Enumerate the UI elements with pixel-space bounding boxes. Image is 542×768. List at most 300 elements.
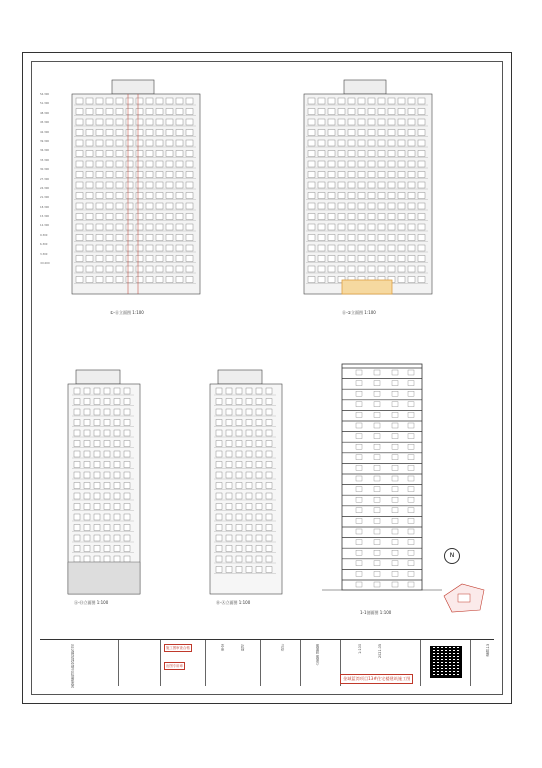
window	[408, 161, 415, 167]
window	[126, 214, 133, 220]
window	[146, 119, 153, 125]
window	[166, 235, 173, 241]
window	[96, 161, 103, 167]
window	[76, 151, 83, 157]
window	[104, 556, 110, 562]
window	[74, 546, 80, 552]
window	[216, 556, 222, 562]
window	[166, 109, 173, 115]
window	[156, 130, 163, 136]
window	[96, 193, 103, 199]
window	[398, 224, 405, 230]
window	[84, 483, 90, 489]
window	[266, 462, 272, 468]
window	[166, 130, 173, 136]
window	[186, 266, 193, 272]
window	[266, 535, 272, 541]
window	[348, 224, 355, 230]
window	[106, 151, 113, 157]
window	[418, 245, 425, 251]
section-view	[322, 352, 442, 622]
window	[116, 130, 123, 136]
window	[96, 224, 103, 230]
window	[94, 451, 100, 457]
window	[236, 546, 242, 552]
window	[388, 182, 395, 188]
window	[236, 535, 242, 541]
window	[84, 388, 90, 394]
window	[368, 245, 375, 251]
window	[76, 109, 83, 115]
window	[328, 224, 335, 230]
window	[126, 119, 133, 125]
window	[176, 224, 183, 230]
elevation-front	[40, 72, 240, 322]
window	[186, 277, 193, 283]
window	[358, 182, 365, 188]
window	[106, 193, 113, 199]
window	[338, 193, 345, 199]
window	[94, 483, 100, 489]
company-name: 某某建筑设计研究院有限公司	[71, 644, 75, 689]
window	[166, 119, 173, 125]
window	[94, 441, 100, 447]
window	[156, 245, 163, 251]
window	[104, 420, 110, 426]
window	[124, 441, 130, 447]
window	[256, 388, 262, 394]
window	[114, 556, 120, 562]
window	[114, 441, 120, 447]
level-mark: 24.300	[40, 186, 50, 190]
window	[328, 140, 335, 146]
window	[418, 182, 425, 188]
window	[126, 182, 133, 188]
window	[308, 109, 315, 115]
window	[418, 119, 425, 125]
window	[116, 98, 123, 104]
window	[328, 172, 335, 178]
window	[74, 525, 80, 531]
window	[246, 546, 252, 552]
window	[388, 172, 395, 178]
window	[86, 235, 93, 241]
window	[408, 130, 415, 136]
window	[76, 266, 83, 272]
window	[146, 151, 153, 157]
window	[86, 266, 93, 272]
window	[76, 172, 83, 178]
window	[146, 161, 153, 167]
window	[266, 504, 272, 510]
window	[94, 462, 100, 468]
window	[358, 256, 365, 262]
window	[76, 130, 83, 136]
window	[236, 483, 242, 489]
window	[378, 224, 385, 230]
window	[106, 172, 113, 178]
window	[146, 193, 153, 199]
window	[166, 151, 173, 157]
title-block	[40, 639, 494, 689]
design-label: 设计	[281, 644, 285, 651]
window	[74, 388, 80, 394]
window	[124, 451, 130, 457]
window	[136, 266, 143, 272]
window	[126, 266, 133, 272]
qr-code-icon	[430, 646, 462, 678]
window	[338, 130, 345, 136]
window	[398, 277, 405, 283]
window	[308, 151, 315, 157]
window	[74, 409, 80, 415]
window	[156, 235, 163, 241]
window	[318, 182, 325, 188]
window	[418, 224, 425, 230]
window	[338, 203, 345, 209]
window	[126, 109, 133, 115]
window	[226, 556, 232, 562]
window	[114, 420, 120, 426]
window	[256, 462, 262, 468]
window	[116, 119, 123, 125]
window	[418, 256, 425, 262]
window	[368, 235, 375, 241]
window	[96, 235, 103, 241]
window	[318, 193, 325, 199]
window	[348, 193, 355, 199]
window	[226, 441, 232, 447]
window	[116, 161, 123, 167]
level-mark: 54.300	[40, 93, 50, 96]
window	[186, 203, 193, 209]
window	[146, 214, 153, 220]
window	[418, 266, 425, 272]
window	[338, 214, 345, 220]
window	[256, 556, 262, 562]
window	[418, 98, 425, 104]
window	[236, 493, 242, 499]
window	[388, 130, 395, 136]
window	[166, 256, 173, 262]
window	[166, 266, 173, 272]
level-mark: 45.300	[40, 121, 50, 125]
window	[308, 130, 315, 136]
window	[94, 504, 100, 510]
window	[74, 483, 80, 489]
window	[216, 483, 222, 489]
window	[106, 130, 113, 136]
window	[74, 451, 80, 457]
window	[166, 203, 173, 209]
window	[216, 535, 222, 541]
window	[308, 182, 315, 188]
window	[266, 420, 272, 426]
window	[104, 409, 110, 415]
window	[94, 420, 100, 426]
window	[328, 266, 335, 272]
window	[388, 235, 395, 241]
window	[216, 462, 222, 468]
window	[388, 224, 395, 230]
window	[266, 472, 272, 478]
window	[156, 277, 163, 283]
window	[166, 172, 173, 178]
window	[246, 504, 252, 510]
window	[358, 130, 365, 136]
window	[378, 182, 385, 188]
window	[236, 399, 242, 405]
window	[136, 214, 143, 220]
level-mark: 12.300	[40, 224, 50, 228]
window	[76, 140, 83, 146]
window	[368, 172, 375, 178]
window	[246, 556, 252, 562]
window	[348, 182, 355, 188]
window	[246, 409, 252, 415]
window	[156, 203, 163, 209]
window	[378, 266, 385, 272]
elevation-rear-drawing	[272, 72, 472, 322]
window	[116, 224, 123, 230]
window	[76, 235, 83, 241]
window	[378, 98, 385, 104]
window	[124, 483, 130, 489]
window	[116, 140, 123, 146]
window	[176, 235, 183, 241]
window	[86, 193, 93, 199]
window	[176, 182, 183, 188]
window	[348, 214, 355, 220]
window	[358, 245, 365, 251]
window	[116, 172, 123, 178]
window	[186, 140, 193, 146]
window	[96, 98, 103, 104]
window	[216, 472, 222, 478]
window	[328, 277, 335, 283]
window	[266, 525, 272, 531]
window	[114, 546, 120, 552]
window	[186, 109, 193, 115]
window	[146, 245, 153, 251]
window	[236, 567, 242, 573]
window	[338, 245, 345, 251]
caption-section: 1-1剖面图 1:100	[360, 610, 392, 615]
window	[338, 266, 345, 272]
window	[226, 525, 232, 531]
window	[106, 245, 113, 251]
window	[136, 151, 143, 157]
review-stamp: 施工图审查合格	[164, 644, 192, 652]
window	[114, 409, 120, 415]
window	[106, 256, 113, 262]
window	[256, 525, 262, 531]
window	[398, 203, 405, 209]
window	[358, 172, 365, 178]
window	[328, 203, 335, 209]
window	[236, 388, 242, 394]
window	[358, 140, 365, 146]
window	[166, 193, 173, 199]
window	[308, 214, 315, 220]
window	[408, 182, 415, 188]
window	[84, 472, 90, 478]
window	[96, 203, 103, 209]
window	[308, 119, 315, 125]
window	[378, 140, 385, 146]
window	[398, 266, 405, 272]
window	[408, 245, 415, 251]
window	[186, 119, 193, 125]
window	[186, 256, 193, 262]
window	[94, 388, 100, 394]
window	[338, 151, 345, 157]
window	[106, 224, 113, 230]
caption-elev-3: Ⓐ-Ⓗ立面图 1:100	[74, 600, 109, 605]
window	[226, 514, 232, 520]
window	[226, 472, 232, 478]
window	[308, 224, 315, 230]
window	[368, 224, 375, 230]
window	[246, 483, 252, 489]
seal-stamp: 出图专用章	[164, 662, 185, 670]
window	[114, 525, 120, 531]
window	[76, 98, 83, 104]
window	[124, 535, 130, 541]
window	[348, 203, 355, 209]
window	[84, 399, 90, 405]
window	[408, 109, 415, 115]
window	[216, 514, 222, 520]
window	[186, 235, 193, 241]
window	[256, 567, 262, 573]
window	[308, 266, 315, 272]
window	[116, 193, 123, 199]
window	[256, 546, 262, 552]
window	[308, 193, 315, 199]
window	[236, 462, 242, 468]
window	[338, 119, 345, 125]
window	[136, 193, 143, 199]
caption-elev-4: Ⓗ-Ⓐ立面图 1:100	[216, 600, 251, 605]
level-mark: ±0.000	[40, 262, 50, 266]
window	[328, 119, 335, 125]
window	[86, 214, 93, 220]
window	[86, 277, 93, 283]
window	[86, 172, 93, 178]
window	[104, 388, 110, 394]
window	[398, 98, 405, 104]
window	[76, 182, 83, 188]
window	[74, 420, 80, 426]
window	[156, 119, 163, 125]
window	[114, 430, 120, 436]
drawing-frame	[31, 61, 503, 695]
window	[136, 182, 143, 188]
window	[358, 109, 365, 115]
window	[136, 140, 143, 146]
window	[104, 525, 110, 531]
window	[176, 109, 183, 115]
window	[114, 483, 120, 489]
window	[418, 235, 425, 241]
window	[318, 172, 325, 178]
window	[308, 256, 315, 262]
window	[378, 172, 385, 178]
window	[398, 182, 405, 188]
level-mark: 36.300	[40, 149, 50, 153]
window	[216, 525, 222, 531]
window	[126, 277, 133, 283]
window	[226, 388, 232, 394]
window	[216, 504, 222, 510]
window	[176, 172, 183, 178]
window	[124, 556, 130, 562]
window	[338, 235, 345, 241]
window	[408, 151, 415, 157]
window	[114, 399, 120, 405]
window	[318, 277, 325, 283]
window	[266, 399, 272, 405]
window	[146, 182, 153, 188]
window	[378, 214, 385, 220]
window	[114, 535, 120, 541]
window	[136, 119, 143, 125]
window	[226, 409, 232, 415]
window	[328, 193, 335, 199]
window	[328, 130, 335, 136]
window	[256, 483, 262, 489]
window	[94, 472, 100, 478]
window	[246, 420, 252, 426]
window	[104, 493, 110, 499]
window	[126, 193, 133, 199]
window	[246, 472, 252, 478]
window	[266, 430, 272, 436]
window	[126, 161, 133, 167]
window	[408, 277, 415, 283]
window	[226, 430, 232, 436]
window	[388, 256, 395, 262]
window	[94, 525, 100, 531]
window	[96, 256, 103, 262]
window	[74, 430, 80, 436]
window	[398, 245, 405, 251]
window	[236, 472, 242, 478]
window	[266, 493, 272, 499]
window	[398, 256, 405, 262]
window	[106, 203, 113, 209]
window	[418, 214, 425, 220]
section-drawing	[322, 352, 442, 622]
window	[114, 472, 120, 478]
window	[308, 140, 315, 146]
window	[156, 140, 163, 146]
window	[266, 441, 272, 447]
window	[348, 172, 355, 178]
window	[418, 203, 425, 209]
window	[106, 266, 113, 272]
window	[76, 161, 83, 167]
window	[96, 172, 103, 178]
window	[348, 130, 355, 136]
window	[96, 214, 103, 220]
elevation-rear	[272, 72, 472, 322]
window	[348, 245, 355, 251]
window	[136, 130, 143, 136]
level-mark: 39.300	[40, 139, 50, 143]
window	[368, 98, 375, 104]
